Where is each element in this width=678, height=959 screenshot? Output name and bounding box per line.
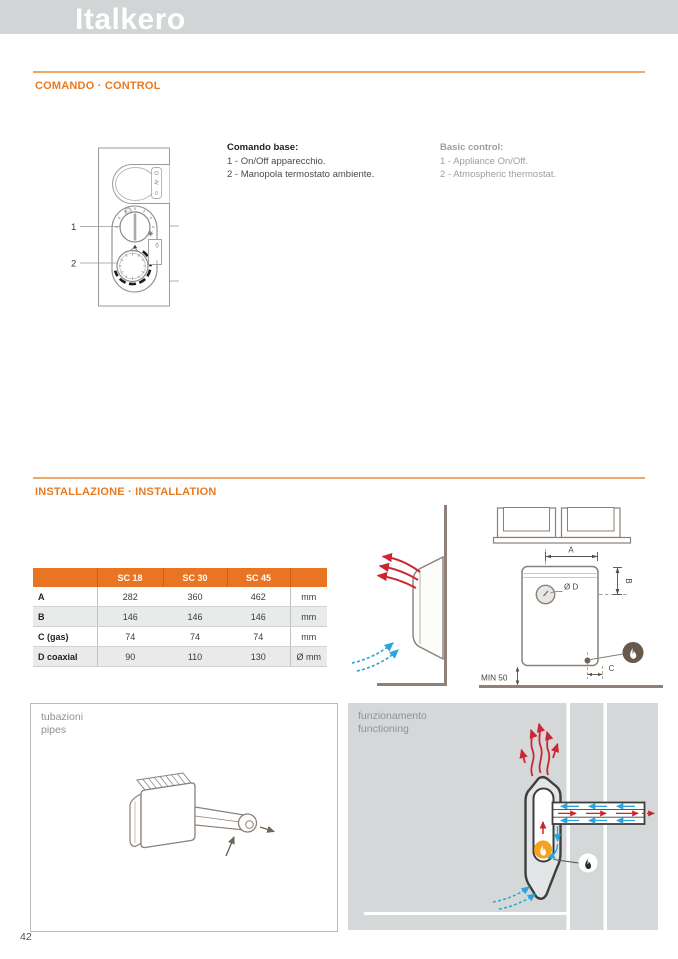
row-label: C (gas) bbox=[33, 627, 97, 647]
cell: 462 bbox=[227, 587, 290, 607]
flow-arrow bbox=[260, 827, 274, 832]
cell: 282 bbox=[97, 587, 163, 607]
window-sill bbox=[494, 538, 631, 544]
col-header-sc45: SC 45 bbox=[227, 568, 290, 587]
window bbox=[494, 508, 631, 544]
row-label: B bbox=[33, 607, 97, 627]
cell: 146 bbox=[227, 607, 290, 627]
cool-air-arrows bbox=[352, 643, 398, 671]
functioning-box bbox=[348, 703, 658, 930]
pipes-box bbox=[30, 703, 338, 932]
control-item-en: 1 - Appliance On/Off. bbox=[440, 155, 529, 167]
table-header-row bbox=[33, 568, 327, 587]
cell: 74 bbox=[227, 627, 290, 647]
section-rule bbox=[33, 477, 645, 479]
dim-c-label: C bbox=[608, 664, 615, 673]
pipes-figure bbox=[31, 704, 337, 929]
cell: 146 bbox=[163, 607, 227, 627]
control-text-italian bbox=[227, 141, 432, 182]
unit-cell: mm bbox=[290, 607, 327, 627]
fan-icon bbox=[148, 231, 153, 236]
control-item-it: 1 - On/Off apparecchio. bbox=[227, 155, 326, 167]
burner-flame-circle bbox=[534, 841, 552, 859]
functioning-title-en: functioning bbox=[358, 723, 409, 735]
heater-front-body bbox=[522, 567, 598, 666]
heater-side-body bbox=[413, 557, 443, 659]
room-air-arrows bbox=[493, 887, 535, 909]
col-header-sc30: SC 30 bbox=[163, 568, 227, 587]
section-rule bbox=[33, 71, 645, 73]
flow-arrow bbox=[226, 837, 234, 856]
floor-line bbox=[364, 912, 567, 915]
functioning-title-it: funzionamento bbox=[358, 710, 427, 722]
control-panel-figure bbox=[58, 140, 182, 312]
callout-1: 1 bbox=[71, 222, 77, 233]
hole-diameter-label: Ø D bbox=[564, 582, 579, 592]
page-number: 42 bbox=[20, 931, 32, 943]
table-row bbox=[33, 587, 327, 607]
unit-cell: Ø mm bbox=[290, 647, 327, 667]
dim-a-label: A bbox=[568, 545, 574, 555]
gas-connection-dot bbox=[585, 658, 591, 664]
heater-3d-body bbox=[141, 783, 195, 848]
hot-air-plume bbox=[522, 724, 558, 776]
pipes-title-it: tubazioni bbox=[41, 711, 84, 723]
header-bar bbox=[0, 0, 678, 34]
front-view-figure bbox=[478, 503, 666, 693]
functioning-figure bbox=[348, 703, 658, 930]
cell: 130 bbox=[227, 647, 290, 667]
switch-on-label: I bbox=[156, 260, 158, 267]
oval-window bbox=[116, 168, 156, 201]
gas-flame-badge bbox=[623, 642, 644, 663]
control-heading-it: Comando base: bbox=[227, 142, 299, 153]
gas-flame-badge bbox=[579, 854, 598, 873]
control-text-english bbox=[440, 141, 645, 182]
unit-cell: mm bbox=[290, 587, 327, 607]
section-title-installation: INSTALLAZIONE · INSTALLATION bbox=[35, 486, 217, 498]
row-label: D coaxial bbox=[33, 647, 97, 667]
header-empty bbox=[33, 568, 97, 587]
cell: 74 bbox=[97, 627, 163, 647]
header-empty bbox=[290, 568, 327, 587]
min-clearance-label: MIN 50 bbox=[481, 673, 508, 683]
col-header-sc18: SC 18 bbox=[97, 568, 163, 587]
table-row bbox=[33, 627, 327, 647]
coaxial-pipe bbox=[195, 807, 244, 830]
pipes-title-en: pipes bbox=[41, 724, 67, 736]
row-label: A bbox=[33, 587, 97, 607]
cell: 90 bbox=[97, 647, 163, 667]
cell: 360 bbox=[163, 587, 227, 607]
section-title-control: COMANDO · CONTROL bbox=[35, 80, 161, 92]
dim-b-label: B bbox=[624, 578, 633, 584]
side-view-figure bbox=[340, 503, 452, 693]
table-row bbox=[33, 607, 327, 627]
control-item-it: 2 - Manopola termostato ambiente. bbox=[227, 169, 375, 180]
cell: 74 bbox=[163, 627, 227, 647]
cell: 110 bbox=[163, 647, 227, 667]
callout-2: 2 bbox=[71, 258, 77, 270]
switch-off-label: 0 bbox=[155, 243, 159, 250]
brand-logo: Italkero bbox=[75, 3, 186, 36]
indicator-zero: 0 bbox=[155, 191, 158, 197]
control-item-en: 2 - Atmospheric thermostat. bbox=[440, 169, 557, 180]
spec-table bbox=[33, 568, 327, 667]
cell: 146 bbox=[97, 607, 163, 627]
unit-cell: mm bbox=[290, 627, 327, 647]
table-row bbox=[33, 647, 327, 667]
control-heading-en: Basic control: bbox=[440, 142, 504, 153]
